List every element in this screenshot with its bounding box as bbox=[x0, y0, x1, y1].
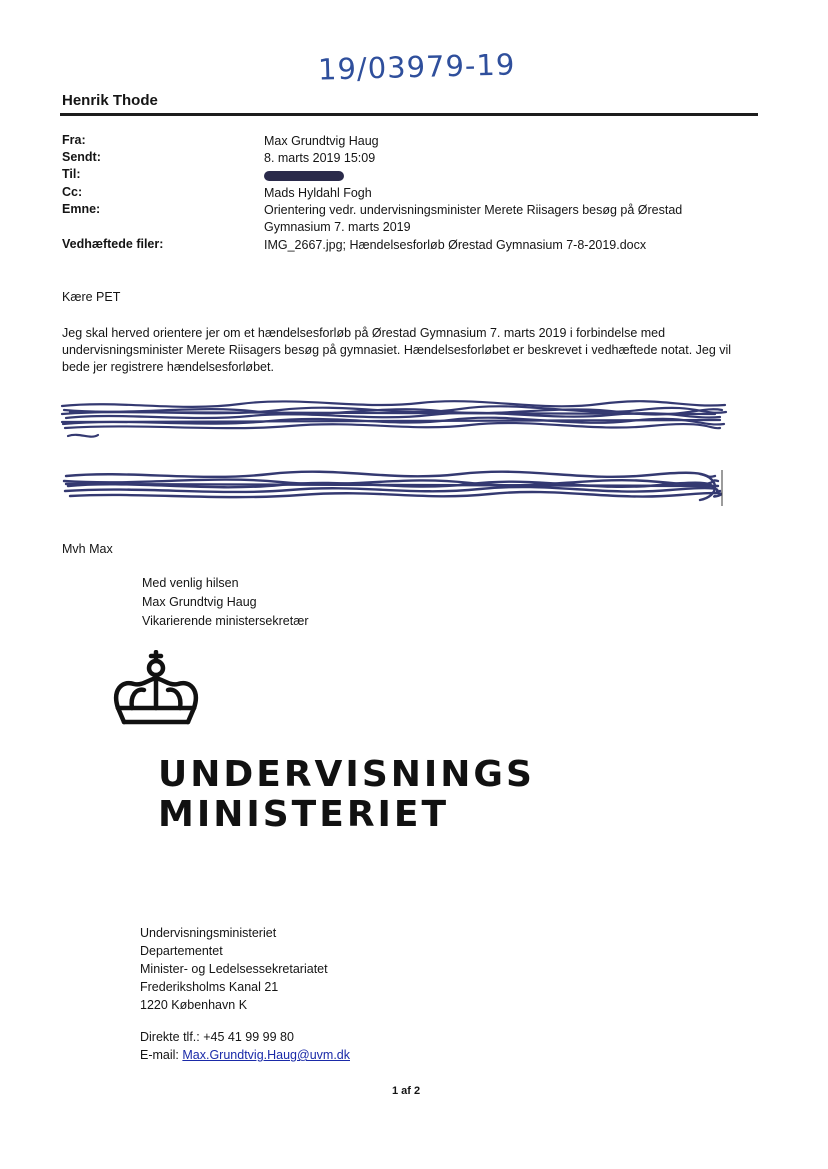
subject-label: Emne: bbox=[62, 202, 101, 216]
redacted-text-scribble-1 bbox=[60, 398, 730, 444]
address-email-line bbox=[140, 1046, 350, 1064]
address-phone: Direkte tlf.: +45 41 99 99 80 bbox=[140, 1030, 294, 1044]
header-divider bbox=[60, 113, 758, 116]
from-label: Fra: bbox=[62, 133, 86, 147]
handwritten-case-number: 19/03979-19 bbox=[317, 47, 516, 87]
ministry-wordmark-line2: MINISTERIET bbox=[158, 794, 450, 835]
email-link[interactable]: Max.Grundtvig.Haug@uvm.dk bbox=[182, 1048, 350, 1062]
sender-name: Henrik Thode bbox=[62, 92, 158, 109]
address-street: Frederiksholms Kanal 21 bbox=[140, 980, 279, 994]
attachments-label: Vedhæftede filer: bbox=[62, 237, 164, 251]
sent-label: Sendt: bbox=[62, 150, 101, 164]
crown-icon bbox=[104, 650, 214, 740]
address-block bbox=[140, 924, 350, 1064]
signature-name: Max Grundtvig Haug bbox=[142, 595, 257, 609]
signature-block bbox=[142, 574, 309, 631]
sent-value: 8. marts 2019 15:09 bbox=[264, 151, 376, 165]
cc-value: Mads Hyldahl Fogh bbox=[264, 186, 372, 200]
redaction-mark bbox=[264, 171, 344, 181]
address-department: Departementet bbox=[140, 944, 223, 958]
greeting: Kære PET bbox=[62, 290, 121, 304]
from-value: Max Grundtvig Haug bbox=[264, 134, 379, 148]
email-label: E-mail: bbox=[140, 1048, 183, 1062]
address-secretariat: Minister- og Ledelsessekretariatet bbox=[140, 962, 328, 976]
ministry-wordmark-line1: UNDERVISNINGS bbox=[158, 754, 535, 795]
cc-label: Cc: bbox=[62, 185, 83, 199]
signature-greeting: Med venlig hilsen bbox=[142, 576, 239, 590]
closing-short: Mvh Max bbox=[62, 542, 113, 556]
ministry-wordmark bbox=[158, 755, 535, 835]
to-value-redacted bbox=[264, 167, 744, 184]
to-label: Til: bbox=[62, 167, 81, 181]
redacted-text-scribble-2 bbox=[60, 466, 730, 508]
signature-title: Vikarierende ministersekretær bbox=[142, 614, 309, 628]
attachments-value: IMG_2667.jpg; Hændelsesforløb Ørestad Gymnasium 7-8-2019.docx bbox=[264, 238, 647, 252]
address-city: 1220 København K bbox=[140, 998, 248, 1012]
subject-value: Orientering vedr. undervisningsminister Merete Riisagers besøg på Ørestad Gymnasium 7. marts 2019 bbox=[264, 203, 683, 234]
address-ministry: Undervisningsministeriet bbox=[140, 926, 277, 940]
page-number: 1 af 2 bbox=[392, 1085, 421, 1097]
body-paragraph: Jeg skal herved orientere jer om et hændelsesforløb på Ørestad Gymnasium 7. marts 2019 i forbindelse med undervisningsminister Merete Riisagers besøg på gymnasiet. Hændelsesforløbet er beskrevet i vedhæftede notat. Jeg vil bede jer registrere hændelsesforløbet. bbox=[62, 326, 732, 374]
